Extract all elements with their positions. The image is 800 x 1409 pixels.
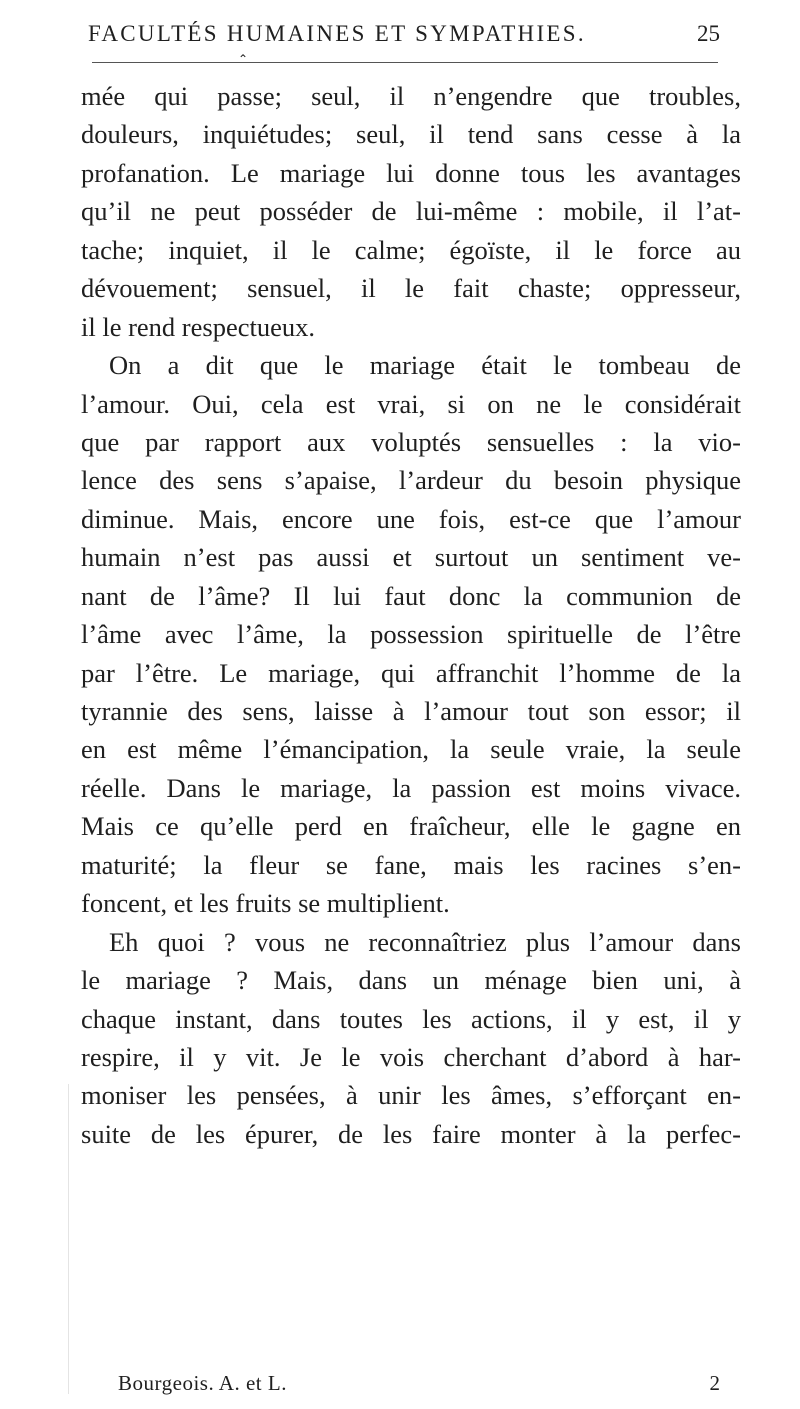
text-line: diminue. Mais, encore une fois, est-ce que l’amour xyxy=(81,503,741,534)
printer-signature: Bourgeois. A. et L. xyxy=(118,1371,287,1395)
paragraph-first-line: Eh quoi ? vous ne reconnaîtriez plus l’amour dans xyxy=(109,926,741,957)
text-line: par l’être. Le mariage, qui affranchit l’homme de la xyxy=(81,657,741,688)
text-line: humain n’est pas aussi et surtout un sentiment ve- xyxy=(81,542,741,573)
text-line: qu’il ne peut posséder de lui-même : mobile, il l’at- xyxy=(81,196,741,227)
scan-edge-mark xyxy=(68,1084,71,1394)
running-title: FACULTÉS HUMAINES ET SYMPATHIES. xyxy=(88,21,586,46)
paragraph-end-line: il le rend respectueux. xyxy=(81,311,315,342)
text-line: l’âme avec l’âme, la possession spirituelle de l’être xyxy=(81,619,741,650)
running-head xyxy=(88,10,728,58)
text-line: tache; inquiet, il le calme; égoïste, il le force au xyxy=(81,234,741,265)
text-line: dévouement; sensuel, il le fait chaste; oppresseur, xyxy=(81,273,741,304)
rule-mark: ⌃ xyxy=(238,52,249,66)
page-footer xyxy=(118,1367,720,1399)
text-line: respire, il y vit. Je le vois cherchant d’abord à har- xyxy=(81,1041,741,1072)
text-line: Mais ce qu’elle perd en fraîcheur, elle le gagne en xyxy=(81,811,741,842)
text-line: moniser les pensées, à unir les âmes, s’efforçant en- xyxy=(81,1080,741,1111)
page-number: 25 xyxy=(697,21,720,46)
paragraph-first-line: On a dit que le mariage était le tombeau de xyxy=(109,350,741,381)
text-line: chaque instant, dans toutes les actions, il y est, il y xyxy=(81,1003,741,1034)
text-line: que par rapport aux voluptés sensuelles : la vio- xyxy=(81,426,741,457)
text-line: l’amour. Oui, cela est vrai, si on ne le considérait xyxy=(81,388,741,419)
text-line: suite de les épurer, de les faire monter à la perfec- xyxy=(81,1118,741,1149)
text-line: douleurs, inquiétudes; seul, il tend sans cesse à la xyxy=(81,119,741,150)
text-line: mée qui passe; seul, il n’engendre que troubles, xyxy=(81,81,741,111)
text-line: nant de l’âme? Il lui faut donc la communion de xyxy=(81,580,741,611)
text-line: tyrannie des sens, laisse à l’amour tout son essor; il xyxy=(81,696,741,726)
signature-mark: 2 xyxy=(709,1371,720,1395)
text-line: le mariage ? Mais, dans un ménage bien uni, à xyxy=(81,965,741,996)
header-rule xyxy=(92,62,718,63)
text-line: profanation. Le mariage lui donne tous les avantages xyxy=(81,157,741,188)
text-line: réelle. Dans le mariage, la passion est moins vivace. xyxy=(81,772,741,803)
text-line: en est même l’émancipation, la seule vraie, la seule xyxy=(81,734,741,765)
paragraph-end-line: foncent, et les fruits se multiplient. xyxy=(81,888,450,919)
text-line: maturité; la fleur se fane, mais les racines s’en- xyxy=(81,849,741,880)
page-body xyxy=(81,77,741,1153)
text-line: lence des sens s’apaise, l’ardeur du besoin physique xyxy=(81,465,741,496)
